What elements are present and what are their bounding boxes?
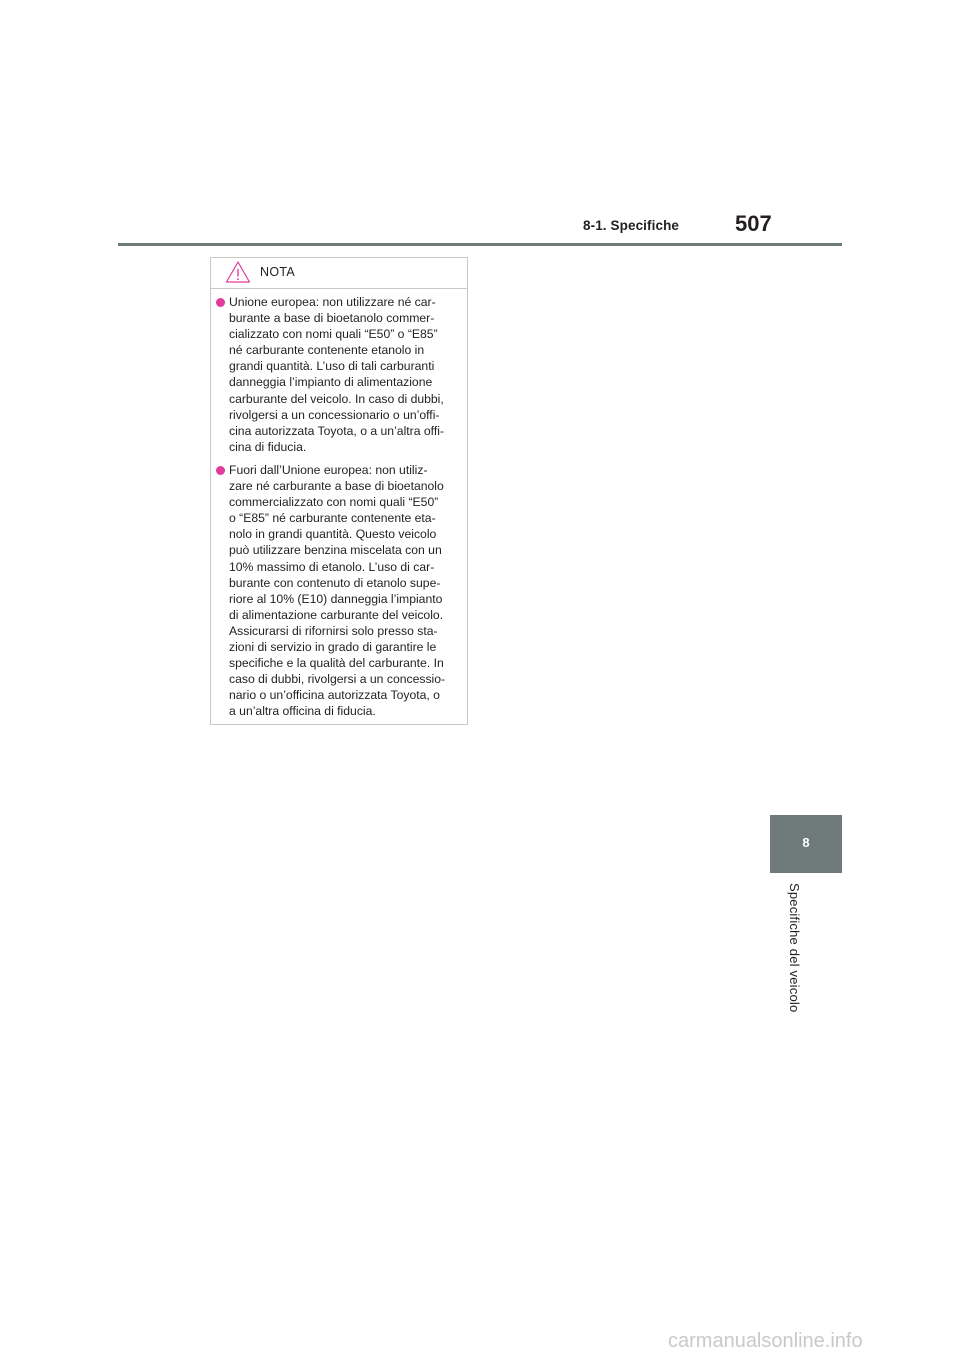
note-title: NOTA	[260, 265, 295, 279]
chapter-number: 8	[802, 835, 810, 850]
page-number: 507	[735, 211, 772, 236]
bullet-text: Unione europea: non utilizzare né car- burante a base di bioetanolo commer- cializzato con nomi quali “E50” o “E85” né carburante contenente etanolo in grandi quantità. L’uso di tali carburanti danneggia l’impianto di alimentazione carburante del veicolo. In caso di dubbi, rivolgersi a un concessionario o un’offi- cina autorizzata Toyota, o a un’altra offi- cina di fiducia.	[229, 295, 444, 454]
section-title: 8-1. Specifiche	[583, 218, 680, 233]
warning-triangle-icon	[225, 260, 251, 284]
note-header	[211, 258, 467, 289]
note-box	[210, 257, 468, 725]
watermark: carmanualsonline.info	[668, 1330, 863, 1352]
header-divider	[118, 243, 842, 246]
chapter-tab	[770, 815, 842, 873]
chapter-label: Specifiche del veicolo	[787, 883, 802, 1013]
bullet-dot-icon	[216, 466, 225, 475]
bullet-dot-icon	[216, 298, 225, 307]
bullet-text: Fuori dall’Unione europea: non utiliz- zare né carburante a base di bioetanolo commercializzato con nomi quali “E50” o “E85” né carburante contenente eta- nolo in grandi quantità. Questo veicolo può utilizzare benzina miscelata con un 10% massimo di etanolo. L’uso di car- burante con contenuto di etanolo supe- riore al 10% (E10) danneggia l’impianto di alimentazione carburante del veicolo. Assicurarsi di rifornirsi solo presso sta- zioni di servizio in grado di garantire le specifiche e la qualità del carburante. In caso di dubbi, rivolgersi a un concessio- nario o un’officina autorizzata Toyota, o a un’altra officina di fiducia.	[229, 463, 446, 719]
